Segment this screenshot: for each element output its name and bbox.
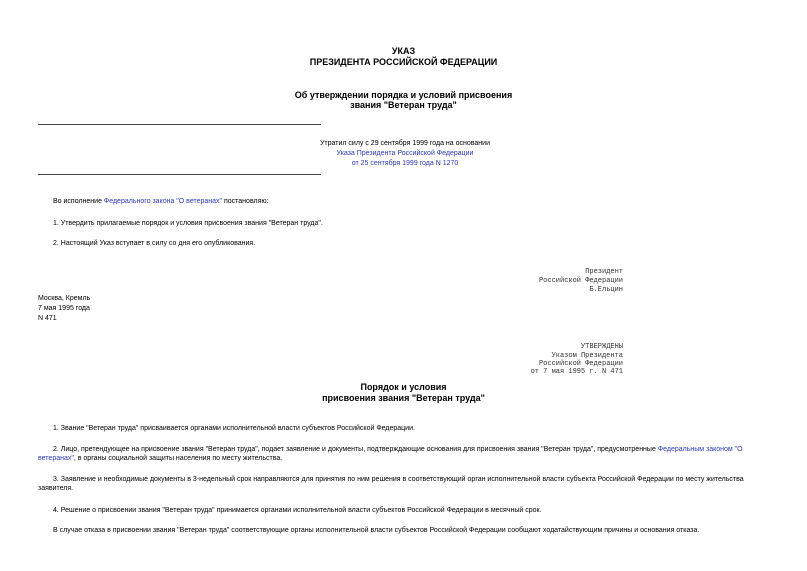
approved-line-3: Российской Федерации bbox=[538, 360, 623, 368]
order-item-3: 3. Заявление и необходимые документы в 3-недельный срок направляются для принятия по ним решения в соответствующий орган исполнительной власти субъекта Российской Федерации по месту жительства заявителя. bbox=[38, 476, 744, 492]
signature-name: Б.Ельцин bbox=[589, 286, 623, 294]
approved-line-1: УТВЕРЖДЕНЫ bbox=[580, 343, 623, 351]
preamble-text-after: постановляю: bbox=[222, 198, 269, 205]
document-subtitle-1: Об утверждении порядка и условий присвоения bbox=[294, 90, 513, 100]
notice-bottom-rule bbox=[38, 174, 321, 175]
document-subtitle-2: звания "Ветеран труда" bbox=[350, 100, 457, 110]
notice-text: Утратил силу с 29 сентября 1999 года на основании bbox=[319, 140, 490, 147]
order-item-2-text: 2. Лицо, претендующее на присвоение звания "Ветеран труда", подает заявление и документы, подтверждающие основания для присвоения звания "Ветеран труда", предусмотренные bbox=[53, 446, 658, 453]
document-title-1: УКАЗ bbox=[391, 46, 416, 56]
approved-line-2: Указом Президента bbox=[551, 352, 623, 360]
notice-top-rule bbox=[38, 124, 321, 125]
veterans-law-link[interactable]: Федерального закона "О ветеранах" bbox=[103, 198, 223, 205]
document-title-2: ПРЕЗИДЕНТА РОССИЙСКОЙ ФЕДЕРАЦИИ bbox=[309, 57, 498, 67]
decree-item-1: 1. Утвердить прилагаемые порядок и условия присвоения звания "Ветеран труда". bbox=[53, 220, 323, 227]
date: 7 мая 1995 года bbox=[38, 305, 90, 312]
preamble-text-before: Во исполнение bbox=[53, 198, 104, 205]
decree-number: N 471 bbox=[38, 315, 57, 322]
order-title-1: Порядок и условия bbox=[360, 382, 447, 392]
order-item-2-text-end: , в органы социальной защиты населения по месту жительства. bbox=[73, 455, 283, 462]
notice-link-decree[interactable]: Указа Президента Российской Федерации bbox=[336, 150, 474, 157]
order-item-5: В случае отказа в присвоении звания "Ветеран труда" соответствующие органы исполнительной власти субъектов Российской Федерации сообщают ходатайствующим причины и основания отказа. bbox=[53, 527, 700, 534]
decree-item-2: 2. Настоящий Указ вступает в силу со дня его опубликования. bbox=[53, 240, 256, 247]
order-item-4: 4. Решение о присвоении звания "Ветеран труда" принимается органами исполнительной власти субъектов Российской Федерации в месячный срок. bbox=[53, 507, 542, 514]
order-item-1: 1. Звание "Ветеран труда" присваивается органами исполнительной власти субъектов Российской Федерации. bbox=[53, 425, 415, 432]
order-title-2: присвоения звания "Ветеран труда" bbox=[322, 393, 485, 403]
notice-link-date[interactable]: от 25 сентября 1999 года N 1270 bbox=[351, 160, 459, 167]
order-veterans-law-link[interactable]: Федеральным законом "О ветеранах" bbox=[38, 446, 743, 462]
preamble bbox=[53, 197, 269, 206]
order-item-2 bbox=[38, 445, 774, 463]
approved-line-4: от 7 мая 1995 г. N 471 bbox=[530, 368, 623, 376]
signature-line-2: Российской Федерации bbox=[538, 277, 623, 285]
signature-line-1: Президент bbox=[585, 268, 623, 276]
place: Москва, Кремль bbox=[38, 295, 91, 302]
